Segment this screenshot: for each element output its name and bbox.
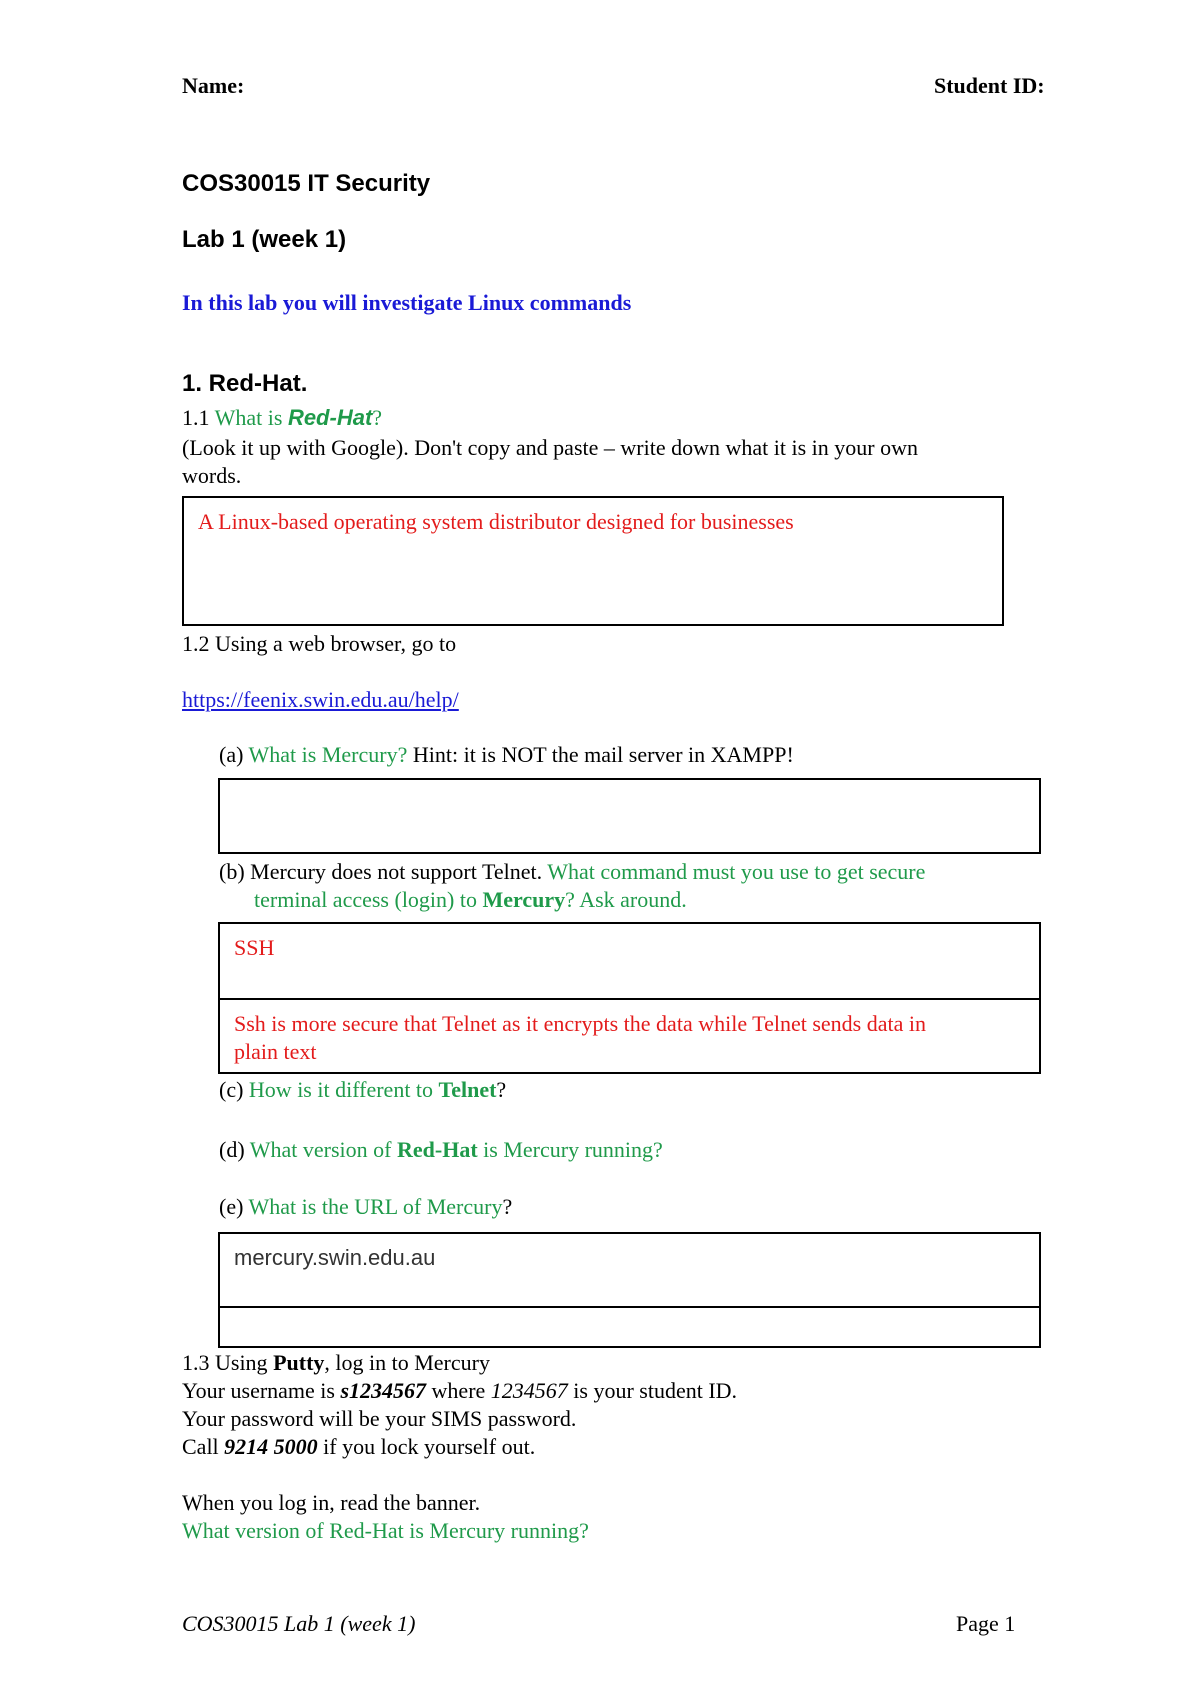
question-1-1: 1.1 What is Red-Hat? [182, 405, 383, 430]
username-info: Your username is s1234567 where 1234567 is your student ID. [182, 1378, 738, 1403]
page-number: Page 1 [956, 1611, 1016, 1636]
question-1-2-b: (b) Mercury does not support Telnet. What command must you use to get secure [219, 859, 926, 884]
footer-left: COS30015 Lab 1 (week 1) [182, 1611, 416, 1636]
question-1-1-instruction: (Look it up with Google). Don't copy and paste – write down what it is in your own [182, 435, 918, 460]
banner-instruction: When you log in, read the banner. [182, 1490, 481, 1515]
question-1-2-d: (d) What version of Red-Hat is Mercury running? [219, 1137, 663, 1162]
question-1-2: 1.2 Using a web browser, go to [182, 631, 457, 656]
redhat-version-question: What version of Red-Hat is Mercury running? [182, 1518, 589, 1543]
question-1-2-e: (e) What is the URL of Mercury? [219, 1194, 513, 1219]
name-label: Name: [182, 73, 245, 98]
password-info: Your password will be your SIMS password. [182, 1406, 577, 1431]
answer-e-text: mercury.swin.edu.au [234, 1245, 436, 1270]
answer-box-b[interactable] [218, 922, 1041, 1000]
lockout-info: Call 9214 5000 if you lock yourself out. [182, 1434, 536, 1459]
answer-c-text-line1: Ssh is more secure that Telnet as it encrypts the data while Telnet sends data in [234, 1011, 926, 1036]
answer-1-1-text: A Linux-based operating system distributor designed for businesses [198, 509, 794, 534]
answer-box-e[interactable] [218, 1232, 1041, 1308]
lab-title: Lab 1 (week 1) [182, 226, 347, 253]
question-1-2-c: (c) How is it different to Telnet? [219, 1077, 507, 1102]
answer-box-1-1[interactable] [182, 496, 1004, 626]
answer-box-e-extra[interactable] [218, 1306, 1041, 1348]
question-1-3: 1.3 Using Putty, log in to Mercury [182, 1350, 490, 1375]
answer-box-c[interactable] [218, 998, 1041, 1074]
question-1-2-a: (a) What is Mercury? Hint: it is NOT the mail server in XAMPP! [219, 742, 794, 767]
question-1-1-instruction-cont: words. [182, 463, 242, 488]
answer-c-text-line2: plain text [234, 1039, 317, 1064]
question-1-2-b-cont: terminal access (login) to Mercury? Ask around. [254, 887, 687, 912]
answer-box-a[interactable] [218, 778, 1041, 854]
section-heading: 1. Red-Hat. [182, 370, 308, 397]
intro-text: In this lab you will investigate Linux commands [182, 290, 632, 315]
course-title: COS30015 IT Security [182, 170, 431, 197]
answer-b-text: SSH [234, 935, 275, 960]
feenix-help-link[interactable]: https://feenix.swin.edu.au/help/ [182, 687, 459, 712]
student-id-label: Student ID: [934, 73, 1045, 98]
